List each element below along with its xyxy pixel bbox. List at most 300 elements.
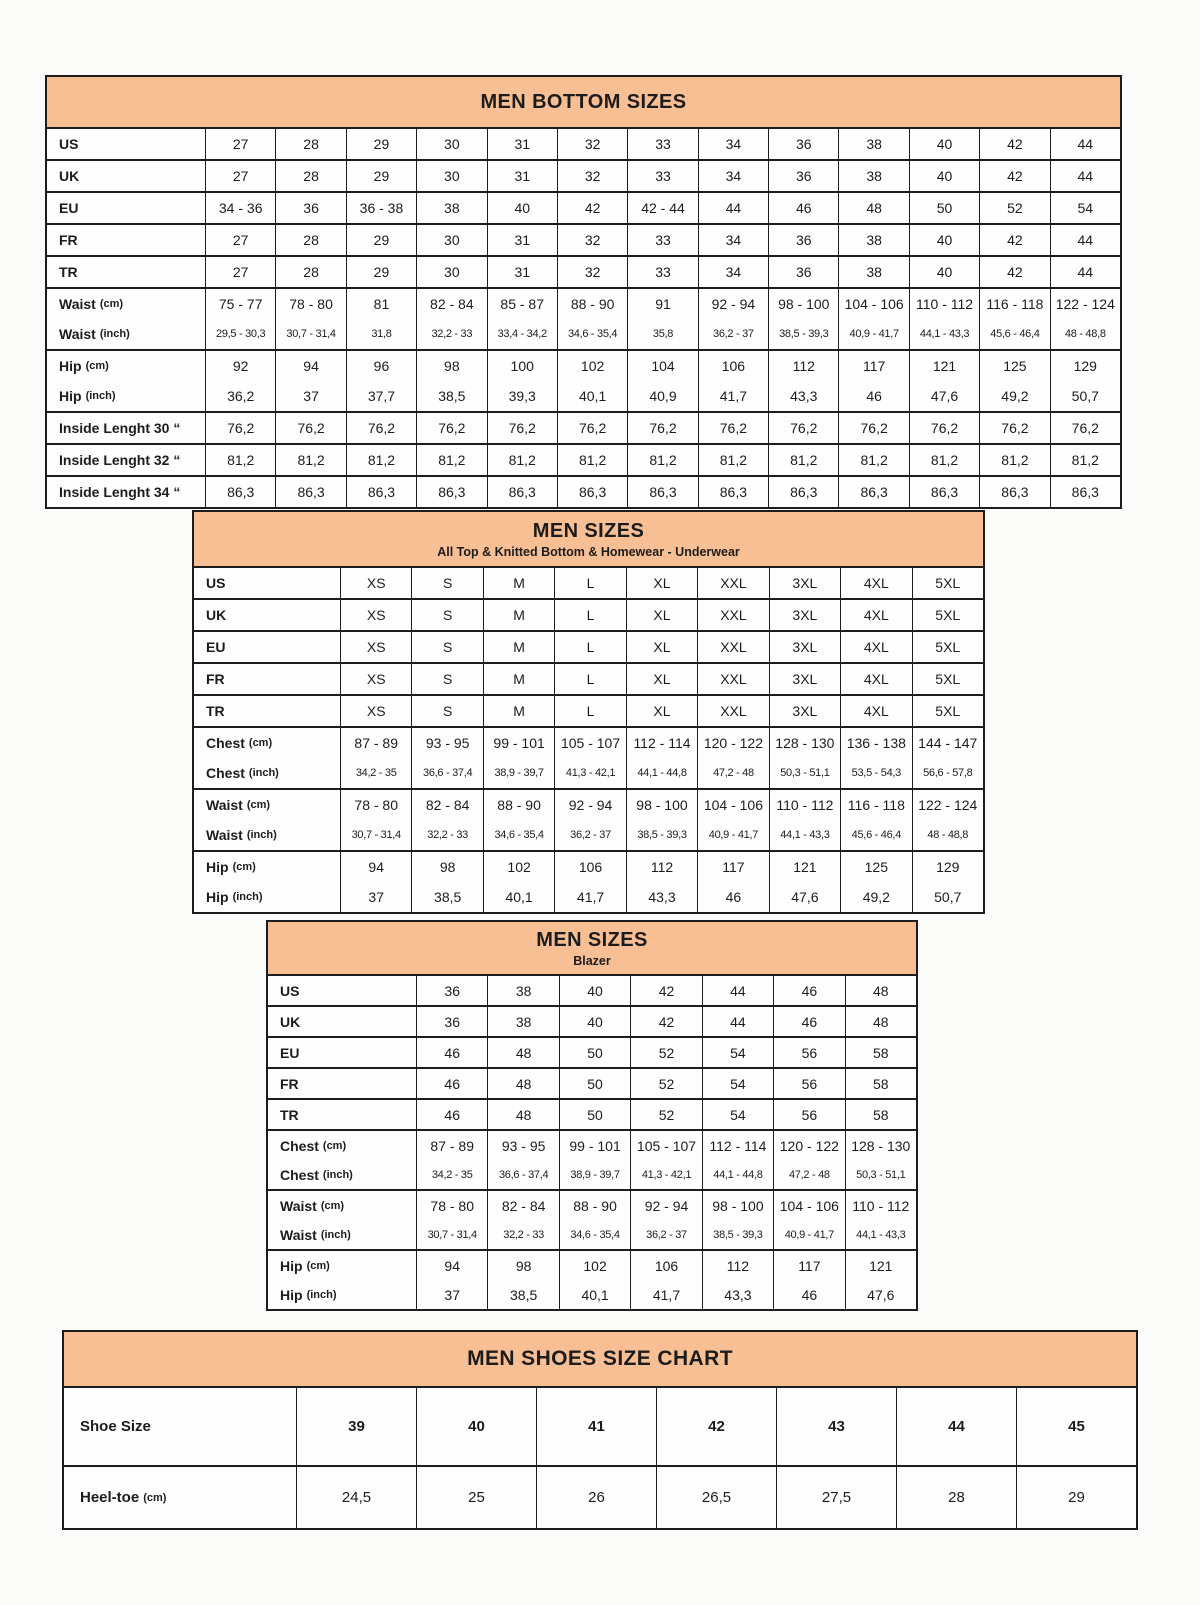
table-cell: 29	[346, 161, 416, 191]
row-label-unit: (cm)	[320, 1199, 345, 1212]
table-cell: 104 - 106	[773, 1191, 844, 1220]
table-cell: 48	[845, 1007, 916, 1036]
table-cell: 38,5	[411, 882, 482, 912]
table-cell: 121	[909, 351, 979, 381]
table-row	[268, 1191, 916, 1220]
table-section	[64, 1465, 1136, 1528]
row-label-unit: (cm)	[232, 861, 256, 873]
table-cell: 87 - 89	[416, 1131, 487, 1160]
table-cell: 41,3 - 42,1	[630, 1160, 701, 1189]
table-cell: 39	[296, 1388, 416, 1465]
table-cell: 86,3	[698, 477, 768, 507]
table-row	[268, 1280, 916, 1309]
row-label-text: Inside Lenght 34 “	[59, 484, 181, 500]
row-label-text: Hip	[280, 1286, 303, 1303]
table-cell: 5XL	[912, 696, 983, 726]
row-label-unit: (cm)	[248, 737, 273, 749]
table-cell: 44,1 - 43,3	[769, 820, 840, 850]
table-row	[194, 882, 983, 912]
table-cell: M	[483, 632, 554, 662]
table-row	[194, 852, 983, 882]
table-cell: 58	[845, 1100, 916, 1129]
table-cell: XS	[340, 568, 411, 598]
table-cell: 33	[627, 257, 697, 287]
table-cell: 56,6 - 57,8	[912, 758, 983, 788]
table-cell: 34	[698, 225, 768, 255]
table-cell: 44	[1050, 129, 1120, 159]
row-label-text: TR	[206, 703, 225, 719]
table-cell: 42	[979, 257, 1049, 287]
table-section	[194, 726, 983, 788]
table-cell: 104 - 106	[697, 790, 768, 820]
table-cell: 38	[838, 225, 908, 255]
row-label-text: Hip	[280, 1257, 303, 1274]
table-cell: 48	[838, 193, 908, 223]
table-section	[47, 475, 1120, 507]
table-cell: 40,1	[559, 1280, 630, 1309]
table-cell: 94	[340, 852, 411, 882]
table-cell: 48	[487, 1038, 558, 1067]
table-cell: 46	[773, 1007, 844, 1036]
table-section	[47, 159, 1120, 191]
table-cell: 144 - 147	[912, 728, 983, 758]
table-cell: 49,2	[840, 882, 911, 912]
table-cell: L	[554, 600, 625, 630]
table-cell: 28	[275, 161, 345, 191]
table-cell: 29	[346, 257, 416, 287]
table-cell: 120 - 122	[697, 728, 768, 758]
table-cell: 35,8	[627, 319, 697, 349]
table-cell: 44,1 - 43,3	[845, 1220, 916, 1249]
table-cell: 38,5	[416, 381, 486, 411]
table-cell: 88 - 90	[559, 1191, 630, 1220]
table-section	[194, 568, 983, 598]
table-cell: 46	[768, 193, 838, 223]
men-sizes-blazer-table	[266, 920, 918, 1311]
table-cell: XXL	[697, 696, 768, 726]
table-cell: 4XL	[840, 632, 911, 662]
table-cell: 86,3	[416, 477, 486, 507]
table-cell: 37,7	[346, 381, 416, 411]
table-cell: 27	[205, 257, 275, 287]
row-label-text: TR	[280, 1106, 299, 1123]
table-section	[268, 1249, 916, 1309]
table-cell: 34	[698, 129, 768, 159]
table-row	[194, 664, 983, 694]
table-cell: 46	[697, 882, 768, 912]
table-cell: 29	[346, 225, 416, 255]
table-cell: 27	[205, 129, 275, 159]
row-label-text: US	[206, 575, 226, 591]
table-cell: 81,2	[416, 445, 486, 475]
table-cell: 47,6	[909, 381, 979, 411]
table-cell: 117	[838, 351, 908, 381]
table-row	[47, 289, 1120, 319]
row-label-text: Chest	[280, 1166, 319, 1183]
table-cell: 30,7 - 31,4	[340, 820, 411, 850]
table-cell: 88 - 90	[557, 289, 627, 319]
table-cell: 136 - 138	[840, 728, 911, 758]
table-section	[47, 411, 1120, 443]
table-cell: 4XL	[840, 696, 911, 726]
table-section	[194, 598, 983, 630]
row-label-unit: (cm)	[306, 1259, 330, 1272]
table-row	[47, 257, 1120, 287]
table-section	[194, 788, 983, 850]
table-cell: 31	[487, 161, 557, 191]
table-cell: 40	[909, 225, 979, 255]
table-cell: 30	[416, 161, 486, 191]
table-cell: 105 - 107	[630, 1131, 701, 1160]
row-label	[194, 664, 340, 694]
table-cell: 52	[630, 1069, 701, 1098]
row-label	[194, 600, 340, 630]
row-label-text: Hip	[59, 388, 82, 404]
table-cell: 39,3	[487, 381, 557, 411]
table-cell: 26,5	[656, 1467, 776, 1528]
table-cell: 43,3	[768, 381, 838, 411]
table-cell: 44	[702, 1007, 773, 1036]
table-section	[47, 443, 1120, 475]
table-section	[194, 630, 983, 662]
row-label-text: Hip	[206, 889, 229, 905]
table-cell: 40	[559, 976, 630, 1005]
table-row	[268, 1069, 916, 1098]
row-label	[194, 820, 340, 850]
table-cell: 4XL	[840, 664, 911, 694]
table-cell: 46	[416, 1038, 487, 1067]
row-label-text: Inside Lenght 32 “	[59, 452, 181, 468]
row-label-unit: (inch)	[320, 1228, 351, 1241]
row-label-text: Hip	[206, 859, 229, 875]
table-cell: 76,2	[275, 413, 345, 443]
table-cell: 37	[416, 1280, 487, 1309]
table-cell: 81,2	[979, 445, 1049, 475]
table-cell: 81,2	[698, 445, 768, 475]
row-label-text: EU	[59, 200, 79, 216]
row-label-text: UK	[206, 607, 227, 623]
row-label-text: Chest	[206, 765, 245, 781]
table-cell: 105 - 107	[554, 728, 625, 758]
row-label	[268, 1160, 416, 1189]
table-cell: 5XL	[912, 664, 983, 694]
table-cell: 50,3 - 51,1	[769, 758, 840, 788]
table-cell: 50	[559, 1038, 630, 1067]
table-cell: 87 - 89	[340, 728, 411, 758]
table-cell: 46	[416, 1100, 487, 1129]
row-label	[268, 1251, 416, 1280]
table-cell: 3XL	[769, 696, 840, 726]
table-cell: 76,2	[487, 413, 557, 443]
table-cell: 45,6 - 46,4	[979, 319, 1049, 349]
table-cell: 102	[557, 351, 627, 381]
table-row	[47, 351, 1120, 381]
table-cell: 5XL	[912, 568, 983, 598]
table-cell: S	[411, 664, 482, 694]
table-cell: 86,3	[1050, 477, 1120, 507]
row-label	[194, 882, 340, 912]
table-row	[194, 728, 983, 758]
table-cell: 94	[416, 1251, 487, 1280]
table-cell: 54	[702, 1100, 773, 1129]
row-label-text: EU	[206, 639, 226, 655]
table-cell: 112	[702, 1251, 773, 1280]
table-cell: 41,7	[698, 381, 768, 411]
table-cell: 122 - 124	[1050, 289, 1120, 319]
table-row	[194, 696, 983, 726]
row-label-text: Waist	[206, 797, 243, 813]
table-cell: 98	[416, 351, 486, 381]
table-section	[268, 1189, 916, 1249]
table-cell: 36 - 38	[346, 193, 416, 223]
row-label-unit: (inch)	[99, 328, 130, 340]
table-cell: 56	[773, 1100, 844, 1129]
table-row	[268, 1038, 916, 1067]
table-cell: 33	[627, 161, 697, 191]
table-title-bar	[268, 922, 916, 976]
table-cell: 98 - 100	[768, 289, 838, 319]
table-cell: 36,6 - 37,4	[487, 1160, 558, 1189]
table-cell: 31	[487, 257, 557, 287]
table-cell: 32	[557, 161, 627, 191]
row-label-unit: (inch)	[246, 829, 277, 841]
table-cell: XXL	[697, 600, 768, 630]
table-cell: XL	[626, 696, 697, 726]
table-cell: 86,3	[205, 477, 275, 507]
table-cell: 36	[768, 257, 838, 287]
table-cell: 129	[1050, 351, 1120, 381]
table-row	[47, 225, 1120, 255]
row-label-text: Waist	[280, 1226, 317, 1243]
table-cell: 50,7	[1050, 381, 1120, 411]
table-title-bar	[47, 77, 1120, 129]
table-cell: 82 - 84	[411, 790, 482, 820]
row-label-text: Inside Lenght 30 “	[59, 420, 181, 436]
table-row	[194, 632, 983, 662]
table-cell: 86,3	[909, 477, 979, 507]
table-cell: 92 - 94	[698, 289, 768, 319]
table-cell: 75 - 77	[205, 289, 275, 319]
table-cell: 36	[275, 193, 345, 223]
table-cell: 116 - 118	[979, 289, 1049, 319]
table-cell: 38	[838, 129, 908, 159]
table-cell: 46	[416, 1069, 487, 1098]
table-cell: 82 - 84	[487, 1191, 558, 1220]
table-cell: 47,6	[769, 882, 840, 912]
table-cell: 34	[698, 161, 768, 191]
table-cell: 25	[416, 1467, 536, 1528]
table-cell: L	[554, 568, 625, 598]
row-label-text: Waist	[59, 296, 96, 312]
table-cell: 96	[346, 351, 416, 381]
table-cell: 81,2	[205, 445, 275, 475]
table-cell: 99 - 101	[483, 728, 554, 758]
table-cell: 34 - 36	[205, 193, 275, 223]
table-title: MEN SIZES	[536, 928, 648, 951]
table-row	[47, 413, 1120, 443]
table-cell: 40	[909, 257, 979, 287]
table-cell: XXL	[697, 664, 768, 694]
table-row	[194, 820, 983, 850]
table-cell: 92 - 94	[630, 1191, 701, 1220]
table-cell: 106	[630, 1251, 701, 1280]
table-row	[64, 1467, 1136, 1528]
table-section	[64, 1388, 1136, 1465]
table-cell: 44,1 - 44,8	[702, 1160, 773, 1189]
table-cell: 76,2	[838, 413, 908, 443]
table-cell: 34,2 - 35	[416, 1160, 487, 1189]
table-cell: 128 - 130	[845, 1131, 916, 1160]
table-section	[194, 662, 983, 694]
table-cell: 120 - 122	[773, 1131, 844, 1160]
table-cell: 30	[416, 225, 486, 255]
table-cell: 49,2	[979, 381, 1049, 411]
table-cell: 112 - 114	[626, 728, 697, 758]
table-cell: 42	[979, 129, 1049, 159]
table-cell: 81,2	[909, 445, 979, 475]
table-cell: 125	[840, 852, 911, 882]
table-cell: 44,1 - 44,8	[626, 758, 697, 788]
table-cell: 46	[773, 976, 844, 1005]
table-cell: 122 - 124	[912, 790, 983, 820]
table-cell: XL	[626, 664, 697, 694]
row-label-text: UK	[280, 1013, 301, 1030]
table-section	[47, 255, 1120, 287]
table-cell: 86,3	[557, 477, 627, 507]
table-section	[47, 223, 1120, 255]
row-label	[268, 1220, 416, 1249]
table-cell: 56	[773, 1069, 844, 1098]
table-cell: XL	[626, 632, 697, 662]
table-cell: 93 - 95	[487, 1131, 558, 1160]
table-cell: 29,5 - 30,3	[205, 319, 275, 349]
table-cell: 40,1	[483, 882, 554, 912]
row-label-text: UK	[59, 168, 80, 184]
table-cell: 81	[346, 289, 416, 319]
table-cell: 46	[773, 1280, 844, 1309]
table-cell: 36	[768, 129, 838, 159]
table-cell: 76,2	[979, 413, 1049, 443]
table-cell: 44	[1050, 161, 1120, 191]
table-section	[268, 976, 916, 1005]
table-cell: 38	[838, 161, 908, 191]
table-cell: XXL	[697, 568, 768, 598]
table-row	[47, 161, 1120, 191]
row-label-text: Chest	[280, 1137, 319, 1154]
table-cell: 110 - 112	[845, 1191, 916, 1220]
table-cell: 33,4 - 34,2	[487, 319, 557, 349]
table-cell: 31	[487, 129, 557, 159]
table-cell: 76,2	[698, 413, 768, 443]
table-cell: 58	[845, 1069, 916, 1098]
row-label-text: US	[280, 982, 300, 999]
table-cell: 78 - 80	[275, 289, 345, 319]
table-cell: 34,6 - 35,4	[559, 1220, 630, 1249]
table-section	[194, 694, 983, 726]
row-label-text: EU	[280, 1044, 300, 1061]
table-row	[268, 1131, 916, 1160]
table-cell: 38,5 - 39,3	[626, 820, 697, 850]
table-cell: 93 - 95	[411, 728, 482, 758]
table-cell: 44	[1050, 225, 1120, 255]
row-label	[268, 1191, 416, 1220]
table-cell: 28	[896, 1467, 1016, 1528]
table-cell: 32	[557, 225, 627, 255]
table-cell: 42	[979, 225, 1049, 255]
table-row	[268, 1100, 916, 1129]
table-cell: 41	[536, 1388, 656, 1465]
table-cell: 3XL	[769, 632, 840, 662]
table-cell: 91	[627, 289, 697, 319]
table-cell: 86,3	[979, 477, 1049, 507]
row-label	[47, 289, 205, 319]
table-cell: 44	[698, 193, 768, 223]
table-cell: 92	[205, 351, 275, 381]
table-cell: 37	[340, 882, 411, 912]
table-cell: 100	[487, 351, 557, 381]
row-label-text: FR	[280, 1075, 299, 1092]
table-cell: XS	[340, 632, 411, 662]
table-cell: 42	[656, 1388, 776, 1465]
table-cell: 112	[626, 852, 697, 882]
table-cell: 104 - 106	[838, 289, 908, 319]
table-cell: 48	[487, 1069, 558, 1098]
table-cell: 76,2	[909, 413, 979, 443]
table-cell: S	[411, 632, 482, 662]
table-row	[268, 1007, 916, 1036]
table-row	[194, 600, 983, 630]
row-label	[268, 1100, 416, 1129]
table-cell: 29	[1016, 1467, 1136, 1528]
table-row	[47, 381, 1120, 411]
table-cell: 3XL	[769, 664, 840, 694]
table-cell: 53,5 - 54,3	[840, 758, 911, 788]
table-cell: 76,2	[346, 413, 416, 443]
row-label-text: TR	[59, 264, 78, 280]
row-label	[47, 351, 205, 381]
table-cell: 81,2	[838, 445, 908, 475]
table-cell: 117	[697, 852, 768, 882]
table-title: MEN BOTTOM SIZES	[480, 90, 687, 113]
table-cell: 121	[769, 852, 840, 882]
row-label-unit: (inch)	[248, 767, 279, 779]
table-cell: S	[411, 568, 482, 598]
table-cell: 82 - 84	[416, 289, 486, 319]
table-body	[64, 1388, 1136, 1528]
table-cell: 85 - 87	[487, 289, 557, 319]
row-label	[47, 477, 205, 507]
table-section	[47, 287, 1120, 349]
table-cell: 5XL	[912, 632, 983, 662]
table-body	[268, 976, 916, 1309]
table-section	[268, 1036, 916, 1067]
row-label-text: Shoe Size	[80, 1418, 151, 1435]
table-cell: 42	[979, 161, 1049, 191]
table-cell: 86,3	[838, 477, 908, 507]
table-cell: 43	[776, 1388, 896, 1465]
table-cell: 50	[559, 1069, 630, 1098]
row-label-unit: (inch)	[85, 390, 116, 402]
table-title-bar	[194, 512, 983, 568]
table-section	[268, 1129, 916, 1189]
row-label	[268, 976, 416, 1005]
row-label	[268, 1069, 416, 1098]
table-cell: 121	[845, 1251, 916, 1280]
table-row	[194, 790, 983, 820]
table-cell: 81,2	[768, 445, 838, 475]
table-subtitle: All Top & Knitted Bottom & Homewear - Underwear	[437, 544, 740, 559]
row-label-unit: (cm)	[99, 298, 124, 310]
